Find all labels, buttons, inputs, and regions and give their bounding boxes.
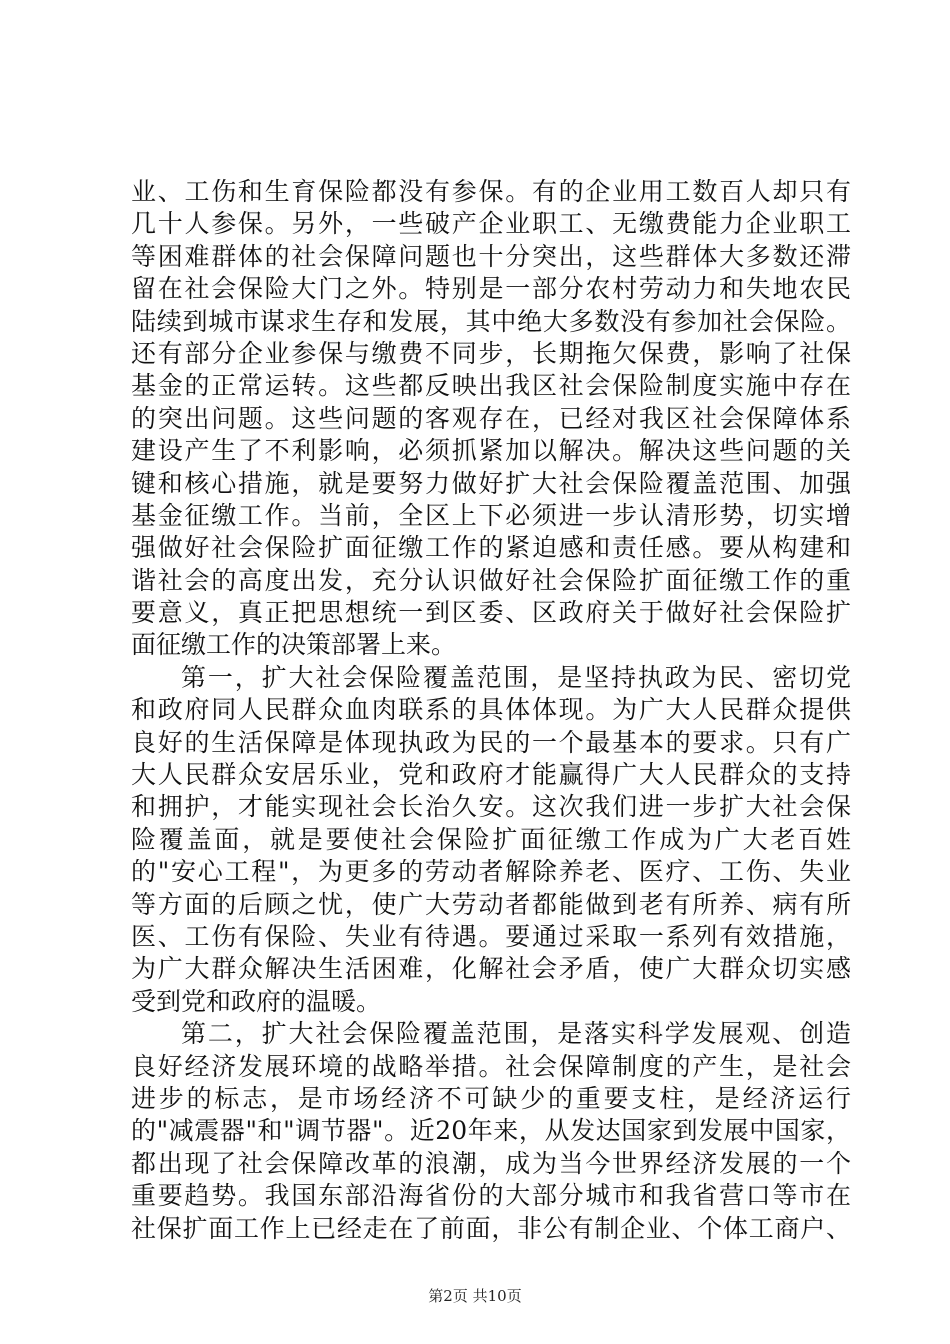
text-line: 等方面的后顾之忧，使广大劳动者都能做到老有所养、病有所	[131, 889, 851, 919]
text-line: 重要趋势。我国东部沿海省份的大部分城市和我省营口等市在	[131, 1181, 851, 1211]
text-line: 的突出问题。这些问题的客观存在，已经对我区社会保障体系	[131, 403, 851, 433]
text-line: 的"安心工程"，为更多的劳动者解除养老、医疗、工伤、失业	[131, 857, 851, 887]
text-line: 强做好社会保险扩面征缴工作的紧迫感和责任感。要从构建和	[131, 533, 851, 563]
text-line: 受到党和政府的温暖。	[131, 986, 382, 1016]
paragraph-first-line: 第一，扩大社会保险覆盖范围，是坚持执政为民、密切党	[181, 662, 851, 692]
text-line: 面征缴工作的决策部署上来。	[131, 630, 457, 660]
paragraph-first-line: 第二，扩大社会保险覆盖范围，是落实科学发展观、创造	[181, 1019, 851, 1049]
text-line: 进步的标志，是市场经济不可缺少的重要支柱，是经济运行	[131, 1083, 851, 1113]
text-line: 业、工伤和生育保险都没有参保。有的企业用工数百人却只有	[131, 177, 851, 206]
text-line: 几十人参保。另外，一些破产企业职工、无缴费能力企业职工	[131, 209, 851, 239]
text-line: 和拥护，才能实现社会长治久安。这次我们进一步扩大社会保	[131, 792, 851, 822]
text-line: 谐社会的高度出发，充分认识做好社会保险扩面征缴工作的重	[131, 565, 851, 595]
text-line: 要意义，真正把思想统一到区委、区政府关于做好社会保险扩	[131, 598, 851, 628]
text-line: 的"减震器"和"调节器"。近20年来，从发达国家到发展中国家，	[131, 1116, 851, 1146]
text-line: 医、工伤有保险、失业有待遇。要通过采取一系列有效措施，	[131, 921, 851, 951]
text-line: 为广大群众解决生活困难，化解社会矛盾，使广大群众切实感	[131, 954, 851, 984]
text-line: 还有部分企业参保与缴费不同步，长期拖欠保费，影响了社保	[131, 338, 851, 368]
text-line: 良好经济发展环境的战略举措。社会保障制度的产生，是社会	[131, 1051, 851, 1081]
body-text	[131, 176, 851, 1245]
text-line: 都出现了社会保障改革的浪潮，成为当今世界经济发展的一个	[131, 1148, 851, 1178]
text-line: 建设产生了不利影响，必须抓紧加以解决。解决这些问题的关	[131, 436, 851, 466]
text-line: 陆续到城市谋求生存和发展，其中绝大多数没有参加社会保险。	[131, 306, 851, 336]
text-line: 社保扩面工作上已经走在了前面，非公有制企业、个体工商户、	[131, 1213, 851, 1243]
text-line: 基金的正常运转。这些都反映出我区社会保险制度实施中存在	[131, 371, 851, 401]
text-line: 键和核心措施，就是要努力做好扩大社会保险覆盖范围、加强	[131, 468, 851, 498]
page-number-footer: 第2页 共10页	[428, 1287, 522, 1305]
text-line: 良好的生活保障是体现执政为民的一个最基本的要求。只有广	[131, 727, 851, 757]
text-line: 留在社会保险大门之外。特别是一部分农村劳动力和失地农民	[131, 274, 851, 304]
text-line: 和政府同人民群众血肉联系的具体体现。为广大人民群众提供	[131, 695, 851, 725]
text-line: 基金征缴工作。当前，全区上下必须进一步认清形势，切实增	[131, 500, 851, 530]
text-line: 大人民群众安居乐业，党和政府才能赢得广大人民群众的支持	[131, 760, 851, 790]
text-line: 等困难群体的社会保障问题也十分突出，这些群体大多数还滞	[131, 241, 851, 271]
text-line: 险覆盖面，就是要使社会保险扩面征缴工作成为广大老百姓	[131, 824, 851, 854]
